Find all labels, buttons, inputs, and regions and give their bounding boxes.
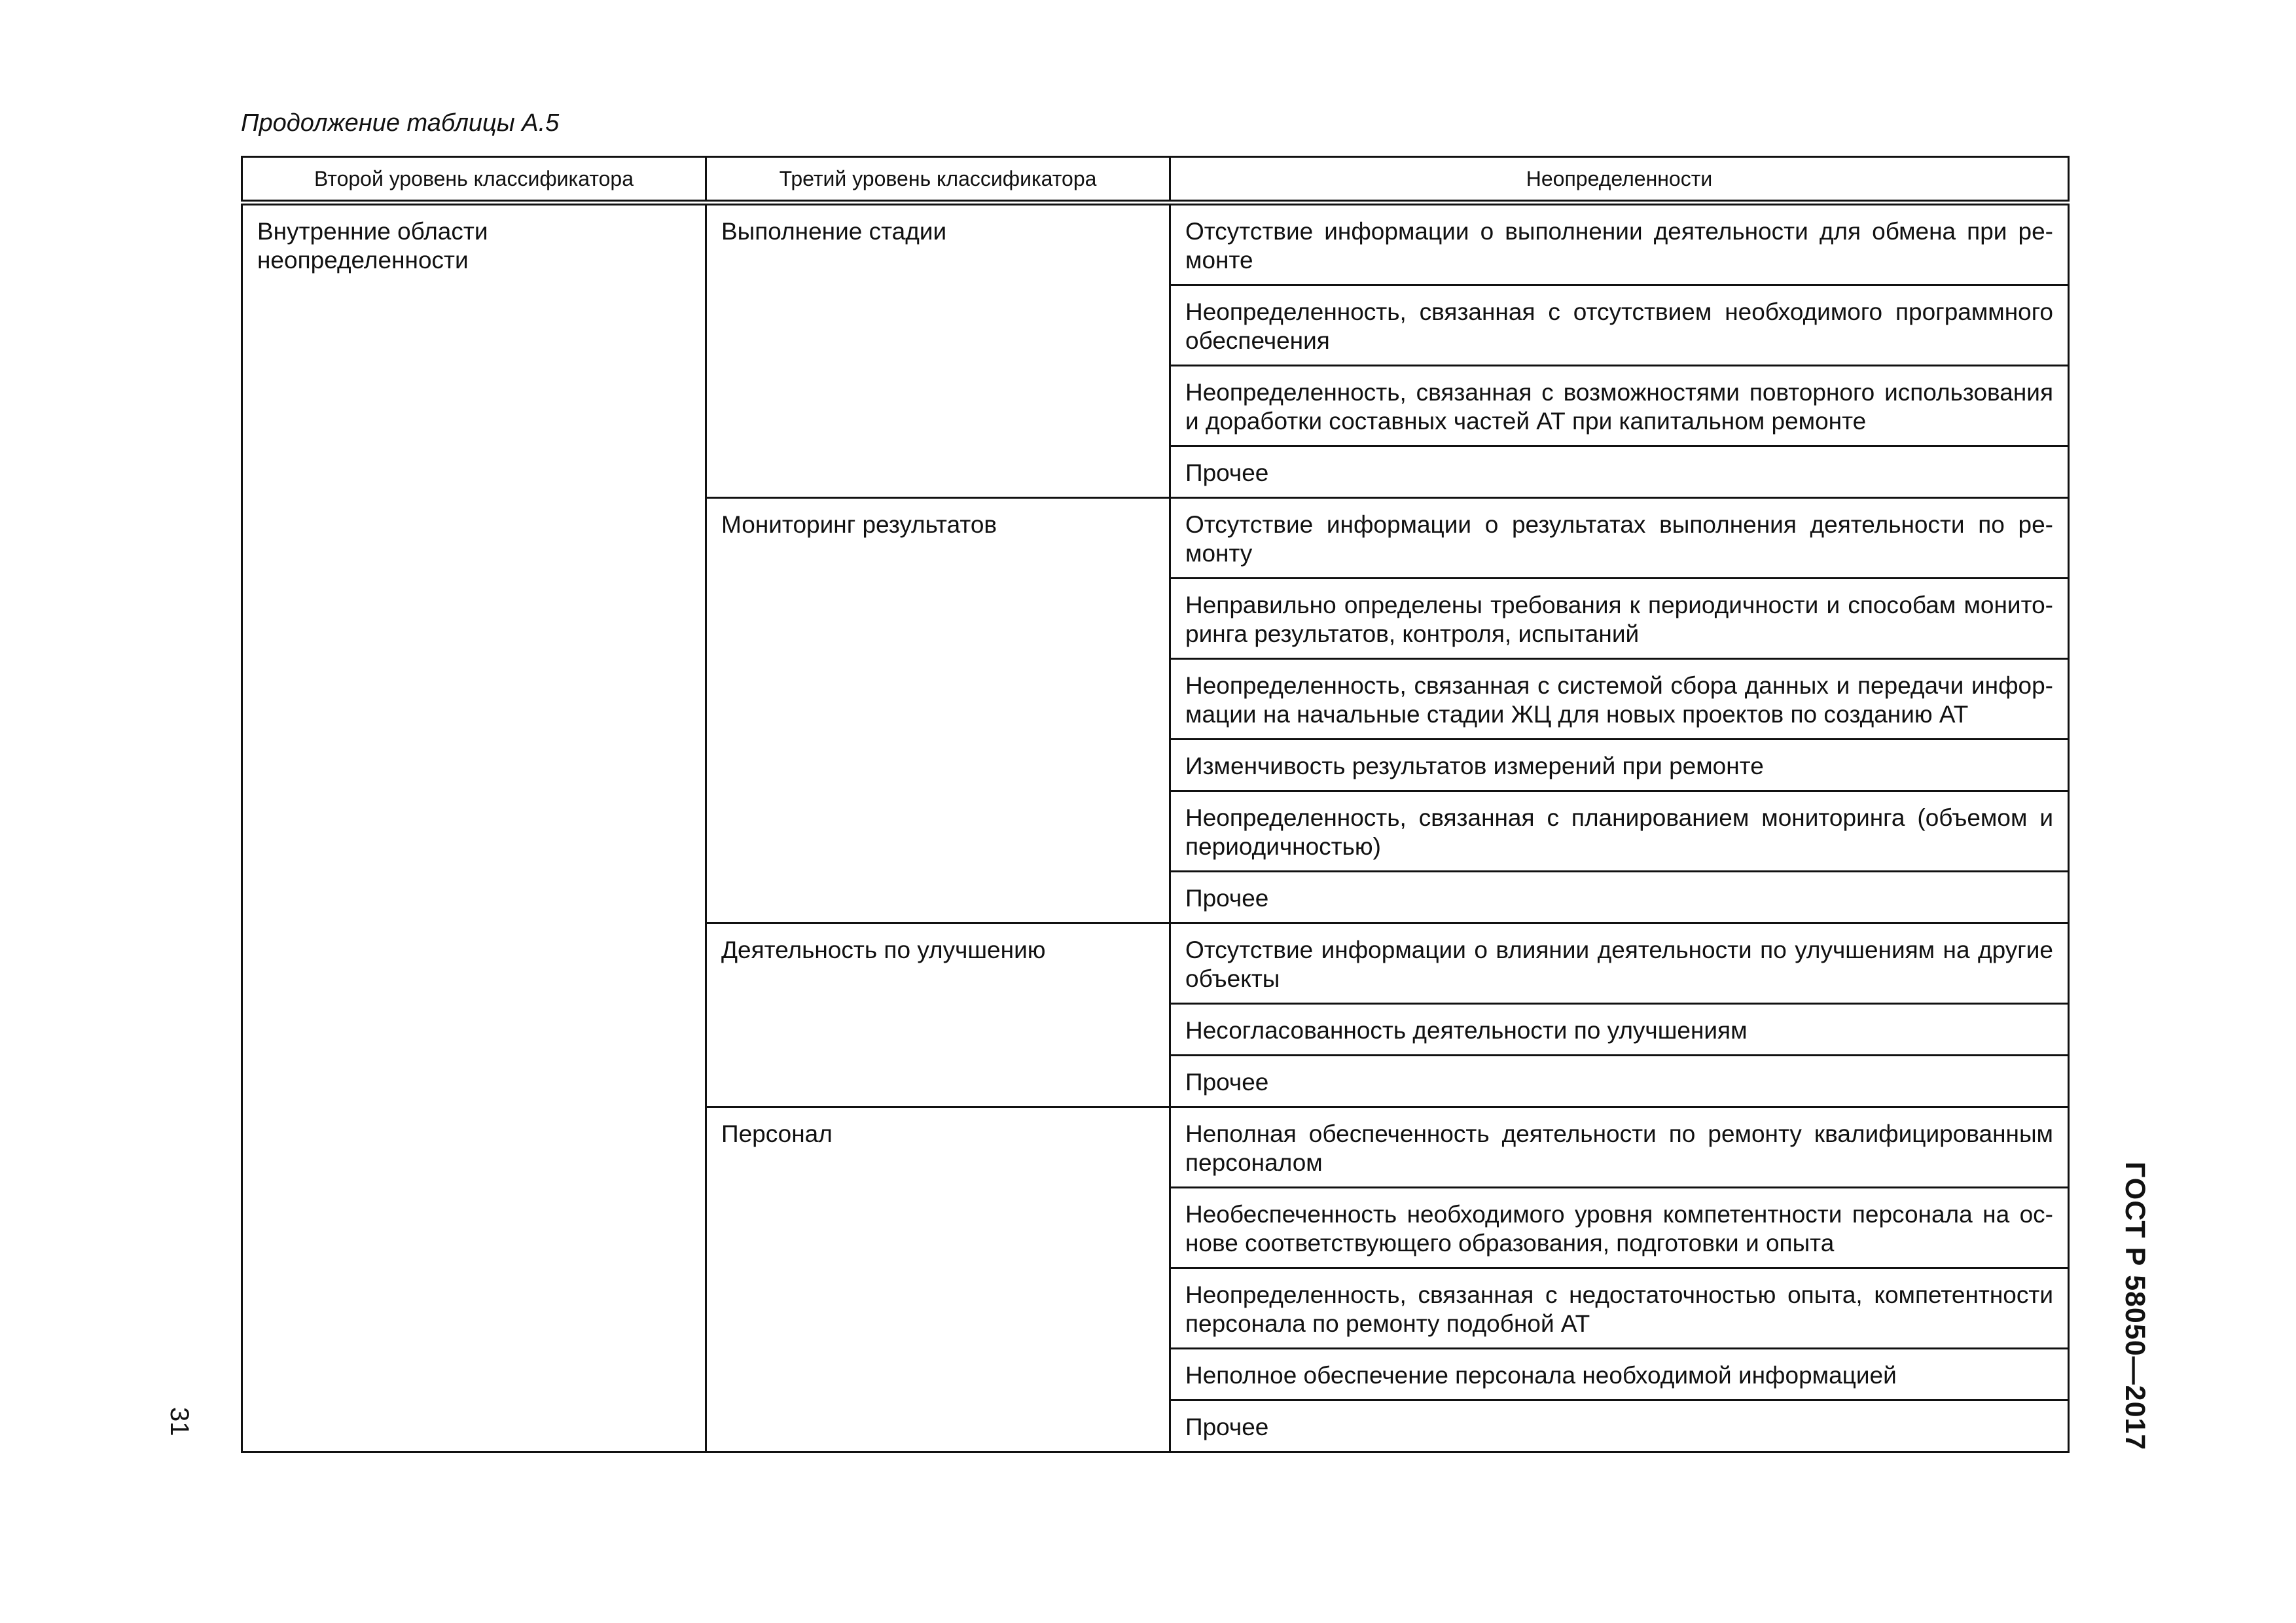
uncertainty-text: Необеспеченность необходимого уровня компетентности персонала на ос-нове соответствующего образования, подготовки и опыта (1185, 1201, 2053, 1257)
uncertainty-cell (1170, 203, 2069, 285)
uncertainty-text: Неопределенность, связанная с планированием мониторинга (объемом и периодичностью) (1185, 804, 2053, 860)
uncertainty-cell (1170, 1188, 2069, 1268)
uncertainty-text: Прочее (1185, 459, 1269, 486)
uncertainty-text: Неопределенность, связанная с системой сбора данных и передачи инфор-мации на начальные стадии ЖЦ для новых проектов по созданию АТ (1185, 672, 2053, 728)
level3-label: Персонал (721, 1120, 833, 1147)
uncertainty-text: Прочее (1185, 885, 1269, 912)
document-code: ГОСТ Р 58050—2017 (2119, 1162, 2151, 1451)
level3-label: Выполнение стадии (721, 218, 947, 245)
table-header-row (242, 157, 2069, 203)
uncertainty-text: Отсутствие информации о результатах выполнения деятельности по ре-монту (1185, 511, 2053, 567)
uncertainty-text: Несогласованность деятельности по улучшениям (1185, 1017, 1748, 1044)
uncertainty-cell (1170, 872, 2069, 923)
page-number: 31 (165, 1407, 194, 1436)
uncertainty-text: Отсутствие информации о выполнении деятельности для обмена при ре-монте (1185, 218, 2053, 274)
level3-cell (706, 1107, 1170, 1452)
uncertainty-text: Неопределенность, связанная с отсутствием необходимого программного обеспечения (1185, 298, 2053, 354)
uncertainty-cell (1170, 1004, 2069, 1056)
uncertainty-cell (1170, 446, 2069, 498)
uncertainty-cell (1170, 498, 2069, 579)
uncertainty-cell (1170, 579, 2069, 659)
uncertainty-text: Неполное обеспечение персонала необходимой информацией (1185, 1362, 1897, 1389)
table-caption: Продолжение таблицы А.5 (241, 109, 560, 137)
uncertainty-cell (1170, 1349, 2069, 1400)
level3-cell (706, 498, 1170, 923)
uncertainty-text: Неопределенность, связанная с возможностями повторного использования и доработки составных частей АТ при капитальном ремонте (1185, 379, 2053, 435)
table-row (242, 203, 2069, 285)
uncertainty-cell (1170, 740, 2069, 791)
uncertainty-text: Изменчивость результатов измерений при ремонте (1185, 753, 1764, 779)
uncertainty-cell (1170, 285, 2069, 366)
uncertainty-cell (1170, 366, 2069, 446)
level3-label: Деятельность по улучшению (721, 936, 1046, 963)
uncertainty-cell (1170, 1107, 2069, 1188)
uncertainty-table (241, 156, 2070, 1453)
uncertainty-text: Прочее (1185, 1414, 1269, 1440)
level3-cell (706, 923, 1170, 1107)
uncertainty-cell (1170, 1056, 2069, 1107)
uncertainty-cell (1170, 1268, 2069, 1349)
header-level2: Второй уровень классификатора (242, 157, 706, 203)
header-uncertainties: Неопределенности (1170, 157, 2069, 203)
uncertainty-text: Неопределенность, связанная с недостаточностью опыта, компетентности персонала по ремонту подобной АТ (1185, 1281, 2053, 1337)
uncertainty-cell (1170, 791, 2069, 872)
uncertainty-cell (1170, 1400, 2069, 1452)
header-level3: Третий уровень классификатора (706, 157, 1170, 203)
uncertainty-cell (1170, 923, 2069, 1004)
level3-cell (706, 203, 1170, 498)
level2-label: Внутренние области неопределенности (257, 218, 488, 274)
level3-label: Мониторинг результатов (721, 511, 997, 538)
uncertainty-text: Прочее (1185, 1069, 1269, 1096)
uncertainty-text: Неполная обеспеченность деятельности по ремонту квалифицированным персоналом (1185, 1120, 2053, 1176)
uncertainty-text: Отсутствие информации о влиянии деятельности по улучшениям на другие объекты (1185, 936, 2053, 992)
uncertainty-cell (1170, 659, 2069, 740)
uncertainty-text: Неправильно определены требования к периодичности и способам монито-ринга результатов, контроля, испытаний (1185, 592, 2053, 647)
level2-cell (242, 203, 706, 1452)
